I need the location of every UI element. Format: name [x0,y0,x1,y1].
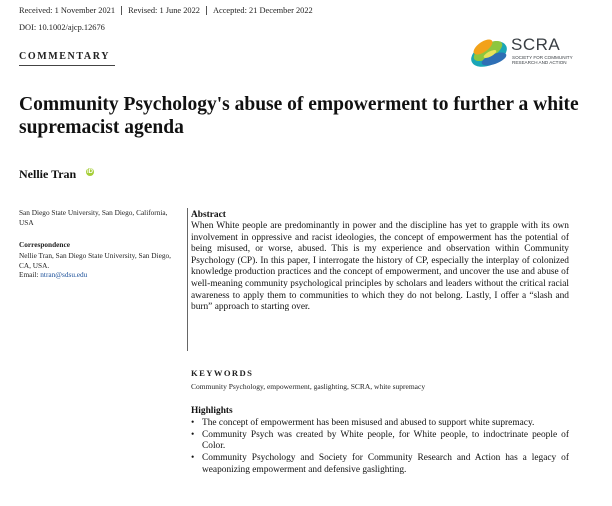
bullet: • [191,429,195,440]
scra-logo [468,32,598,76]
scra-logo-icon [468,34,510,74]
highlight-text: Community Psych was created by White people, for White people, to indoctrinate people of Color. [202,429,569,452]
section-rule [19,65,115,66]
received-date: Received: 1 November 2021 [19,6,116,15]
orcid-icon[interactable]: iD [87,169,93,175]
abstract-heading: Abstract [191,210,226,220]
list-item [191,430,569,453]
doi[interactable]: DOI: 10.1002/ajcp.12676 [19,23,105,32]
highlight-text: Community Psychology and Society for Community Research and Action has a legacy of weaponizing empowerment and defensive gaslighting. [202,453,569,475]
logo-name: SCRA [511,35,561,54]
affiliation: San Diego State University, San Diego, California, USA [19,208,168,227]
keywords-heading: KEYWORDS [191,368,254,378]
article-title: Community Psychology's abuse of empowerment to further a white supremacist agenda [19,94,579,138]
author-name[interactable]: Nellie Tran [19,167,77,181]
logo-subtitle: SOCIETY FOR COMMUNITY RESEARCH AND ACTION [512,55,573,66]
abstract-rule [187,208,188,351]
email-link[interactable]: ntran@sdsu.edu [40,270,88,280]
highlights-list [191,418,569,477]
abstract-text: When White people are predominantly in power and the discipline has yet to grapple with its own involvement in oppressive and racist ideologies, the concept of empowerment has the potential of being misused, or worse, abused. This is my experience and observation within Community Psychology (CP). In this paper, I interrogate the history of CP, especially the interplay of colonized knowledge production practices and the concept of empowerment, and uncover the use and abuse of well-meaning community psychological principles by scholars and leaders without the critical racial awareness to apply them to communities to which they do not belong. Lastly, I offer a “slash and burn” approach to starting over. [191,221,569,313]
keywords-text: Community Psychology, empowerment, gaslighting, SCRA, white supremacy [191,382,426,391]
correspondence-heading: Correspondence [19,240,70,249]
accepted-date: Accepted: 21 December 2022 [206,6,319,15]
section-label: COMMENTARY [19,51,111,62]
email-label: Email: [19,270,41,280]
highlight-text: The concept of empowerment has been misused and abused to support white supremacy. [202,418,535,428]
article-dates [19,6,319,15]
bullet: • [191,418,195,428]
revised-date: Revised: 1 June 2022 [121,6,206,15]
correspondence-details [19,251,175,280]
correspondence-text: Nellie Tran, San Diego State University, San Diego, CA, USA. [19,251,171,270]
highlights-heading: Highlights [191,406,233,416]
list-item [191,418,569,430]
bullet: • [191,453,195,464]
list-item [191,453,569,476]
